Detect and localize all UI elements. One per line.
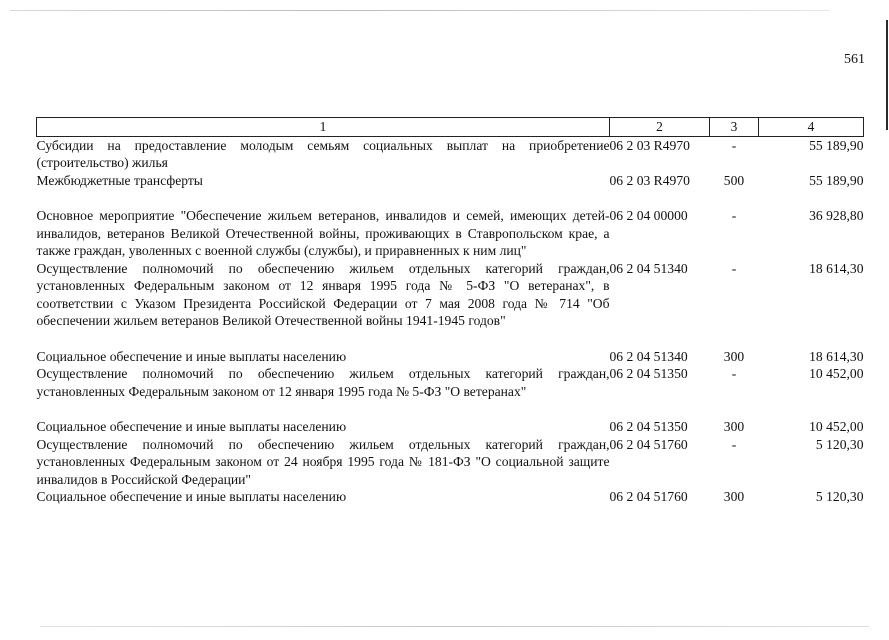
row-code: 06 2 04 00000 [609,208,688,223]
row-sum: 18 614,30 [809,260,864,276]
row-code: 06 2 04 51350 [609,419,688,434]
row-vr: - [731,137,737,153]
row-sum: 10 452,00 [809,419,864,434]
scan-edge-bottom [40,626,869,627]
scan-edge-top [10,10,829,11]
table-row [37,260,864,348]
row-name: Осуществление полномочий по обеспечению жильем отдельных категорий граждан, установленных Федеральным законом от 12 января 1995 года № 5-ФЗ "О ветеранах" [36,366,610,399]
row-code: 06 2 03 R4970 [609,172,690,188]
row-sum: 5 120,30 [815,489,864,504]
column-header-vr: 3 [710,118,759,137]
row-sum: 55 189,90 [809,137,864,153]
row-vr: 300 [723,489,745,504]
column-header-code: 2 [610,118,710,137]
table-row [37,172,864,208]
table-row [37,488,864,506]
row-name: Социальное обеспечение и иные выплаты населению [36,419,347,434]
row-sum: 5 120,30 [815,436,864,452]
column-header-name: 1 [37,118,610,137]
row-vr: 300 [723,348,745,364]
row-name: Осуществление полномочий по обеспечению жильем отдельных категорий граждан, установленных Федеральным законом от 12 января 1995 года № 5-ФЗ "О ветеранах", в соответствии с Указом Президента Российской Федерации от 7 мая 2008 года № 714 "Об обеспечении жильем ветеранов Великой Отечественной войны 1941-1945 годов" [36,260,610,328]
row-name: Основное мероприятие "Обеспечение жильем ветеранов, инвалидов и семей, имеющих детей-инвалидов, ветеранов Великой Отечественной войны, проживающих в Ставропольском крае, а также граждан, уволенных с военной службы (службы), и приравненных к ним лиц" [36,208,610,258]
row-code: 06 2 04 51340 [609,348,688,364]
row-vr: - [731,208,737,223]
row-code: 06 2 04 51760 [609,436,688,452]
row-code: 06 2 04 51340 [609,260,688,276]
row-name: Социальное обеспечение и иные выплаты населению [36,489,347,504]
table-row [37,136,864,172]
table-row [37,348,864,366]
row-vr: 300 [723,419,745,434]
row-sum: 10 452,00 [809,366,864,381]
table-header-row [37,118,864,137]
table-row [37,207,864,260]
budget-table [36,117,864,506]
row-vr: - [731,260,737,276]
row-sum: 18 614,30 [809,348,864,364]
row-code: 06 2 04 51760 [609,489,688,504]
row-name: Субсидии на предоставление молодым семьям социальных выплат на приобретение (строительство) жилья [36,137,610,170]
row-vr: 500 [723,172,745,188]
row-name: Межбюджетные трансферты [36,172,203,188]
table-row [37,365,864,418]
row-sum: 36 928,80 [809,208,864,223]
row-code: 06 2 03 R4970 [609,137,690,153]
row-name: Социальное обеспечение и иные выплаты населению [36,348,347,364]
table-row [37,436,864,489]
row-vr: - [731,366,737,381]
row-name: Осуществление полномочий по обеспечению жильем отдельных категорий граждан, установленных Федеральным законом от 24 ноября 1995 года № 181-ФЗ "О социальной защите инвалидов в Российской Федерации" [36,436,610,487]
table-row [37,418,864,436]
row-code: 06 2 04 51350 [609,366,688,381]
scan-edge-right [886,20,888,130]
row-vr: - [731,436,737,452]
row-sum: 55 189,90 [809,172,864,188]
page-number: 561 [844,52,865,67]
column-header-sum: 4 [759,118,864,137]
